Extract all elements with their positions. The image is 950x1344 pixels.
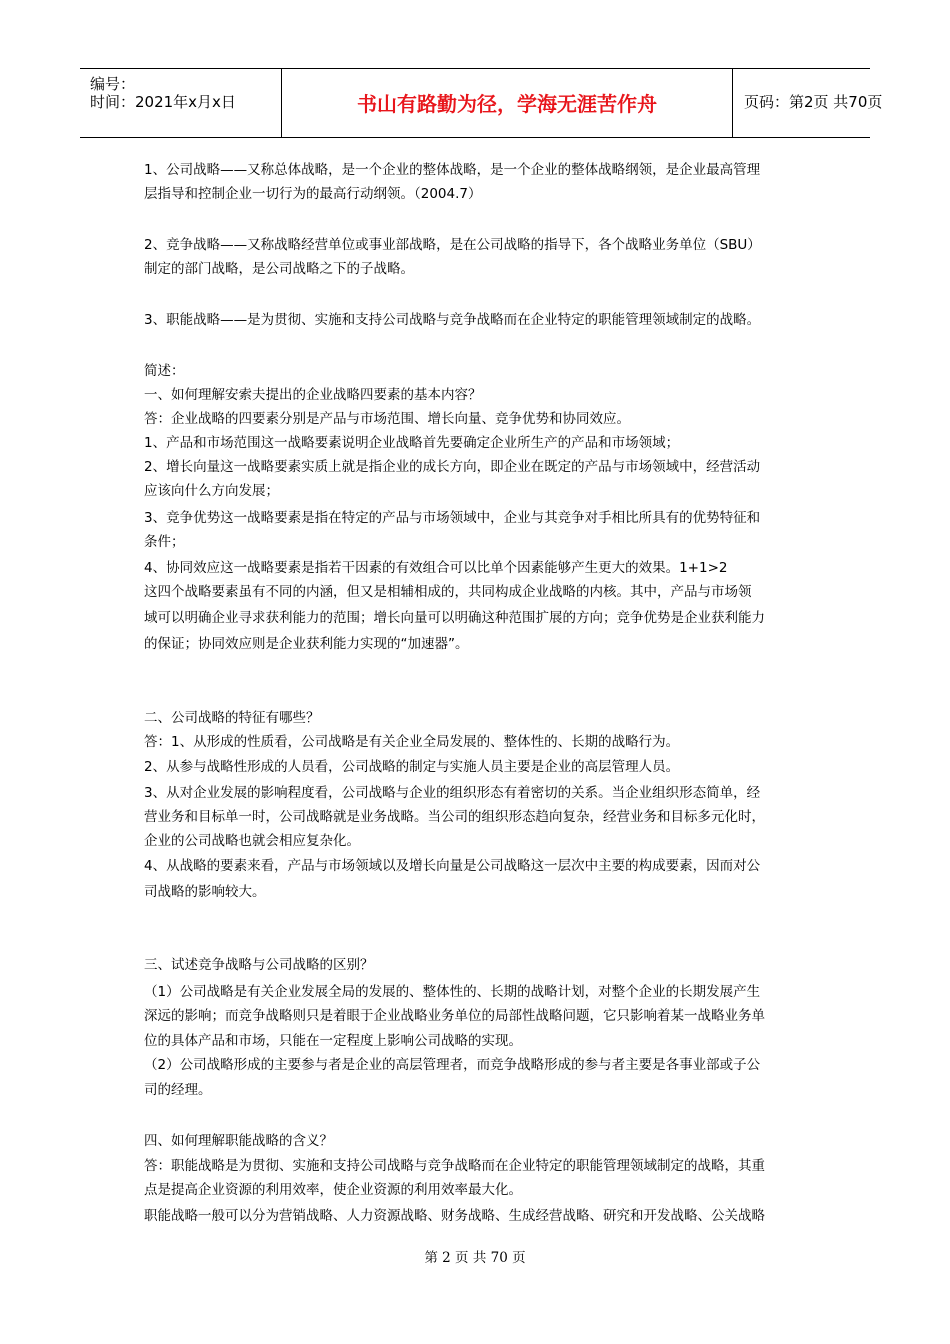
body-line: 的保证；协同效应则是企业获利能力实现的“加速器”。 <box>144 636 469 652</box>
body-line: 深远的影响；而竞争战略则只是着眼于企业战略业务单位的局部性战略问题，它只影响着某一战略业务单 <box>144 1008 765 1024</box>
page-footer: 第 2 页 共 70 页 <box>424 1250 526 1266</box>
body-line: 企业的公司战略也就会相应复杂化。 <box>144 833 360 849</box>
header-motto: 书山有路勤为径，学海无涯苦作舟 <box>357 92 657 116</box>
page-header <box>80 68 883 138</box>
body-line: 营业务和目标单一时，公司战略就是业务战略。当公司的组织形态趋向复杂，经营业务和目标多元化时， <box>144 809 765 825</box>
body-line: 这四个战略要素虽有不同的内涵，但又是相辅相成的，共同构成企业战略的内核。其中，产品与市场领 <box>144 584 752 600</box>
body-line: 2、竞争战略——又称战略经营单位或事业部战略，是在公司战略的指导下，各个战略业务单位（SBU） <box>144 237 761 253</box>
body-line: 层指导和控制企业一切行为的最高行动纲领。（2004.7） <box>144 186 482 202</box>
document-number-label: 编号： <box>90 75 136 93</box>
question-heading: 四、如何理解职能战略的含义？ <box>144 1133 333 1149</box>
body-line: 答：职能战略是为贯彻、实施和支持公司战略与竞争战略而在企业特定的职能管理领域制定的战略，其重 <box>144 1158 765 1174</box>
question-heading: 一、如何理解安索夫提出的企业战略四要素的基本内容？ <box>144 387 482 403</box>
body-line: 2、增长向量这一战略要素实质上就是指企业的成长方向，即企业在既定的产品与市场领域中，经营活动 <box>144 459 761 475</box>
body-line: 域可以明确企业寻求获利能力的范围；增长向量可以明确这种范围扩展的方向；竞争优势是企业获利能力 <box>144 610 765 626</box>
body-line: 点是提高企业资源的利用效率，使企业资源的利用效率最大化。 <box>144 1182 522 1198</box>
body-line: （2）公司战略形成的主要参与者是企业的高层管理者，而竞争战略形成的参与者主要是各事业部或子公 <box>144 1057 761 1073</box>
body-line: 4、协同效应这一战略要素是指若干因素的有效组合可以比单个因素能够产生更大的效果。1+1>2 <box>144 560 728 576</box>
question-heading: 三、试述竞争战略与公司战略的区别？ <box>144 957 374 973</box>
question-heading: 二、公司战略的特征有哪些？ <box>144 710 320 726</box>
body-line: 司战略的影响较大。 <box>144 884 266 900</box>
body-line: （1）公司战略是有关企业发展全局的发展的、整体性的、长期的战略计划，对整个企业的长期发展产生 <box>144 984 761 1000</box>
body-line: 3、竞争优势这一战略要素是指在特定的产品与市场领域中，企业与其竞争对手相比所具有的优势特征和 <box>144 510 761 526</box>
body-line: 1、产品和市场范围这一战略要素说明企业战略首先要确定企业所生产的产品和市场领域； <box>144 435 680 451</box>
header-motto-cell <box>281 69 733 137</box>
body-line: 位的具体产品和市场，只能在一定程度上影响公司战略的实现。 <box>144 1033 522 1049</box>
body-line: 简述： <box>144 363 185 379</box>
body-line: 职能战略一般可以分为营销战略、人力资源战略、财务战略、生成经营战略、研究和开发战略、公关战略 <box>144 1208 765 1224</box>
document-time-label: 时间：2021年x月x日 <box>90 93 236 111</box>
body-line: 3、从对企业发展的影响程度看，公司战略与企业的组织形态有着密切的关系。当企业组织形态简单，经 <box>144 785 761 801</box>
header-page-cell <box>732 69 883 137</box>
header-page-info: 页码：第2页 共70页 <box>744 93 883 111</box>
body-line: 2、从参与战略性形成的人员看，公司战略的制定与实施人员主要是企业的高层管理人员。 <box>144 759 680 775</box>
body-line: 4、从战略的要素来看，产品与市场领域以及增长向量是公司战略这一层次中主要的构成要素，因而对公 <box>144 858 761 874</box>
body-line: 答：企业战略的四要素分别是产品与市场范围、增长向量、竞争优势和协同效应。 <box>144 411 630 427</box>
body-line: 应该向什么方向发展； <box>144 483 279 499</box>
body-line: 条件； <box>144 534 185 550</box>
header-meta-cell <box>80 69 281 137</box>
body-line: 制定的部门战略，是公司战略之下的子战略。 <box>144 261 414 277</box>
body-line: 1、公司战略——又称总体战略，是一个企业的整体战略，是一个企业的整体战略纲领，是企业最高管理 <box>144 162 761 178</box>
body-line: 答：1、从形成的性质看，公司战略是有关企业全局发展的、整体性的、长期的战略行为。 <box>144 734 680 750</box>
body-line: 3、职能战略——是为贯彻、实施和支持公司战略与竞争战略而在企业特定的职能管理领域制定的战略。 <box>144 312 761 328</box>
body-line: 司的经理。 <box>144 1082 212 1098</box>
